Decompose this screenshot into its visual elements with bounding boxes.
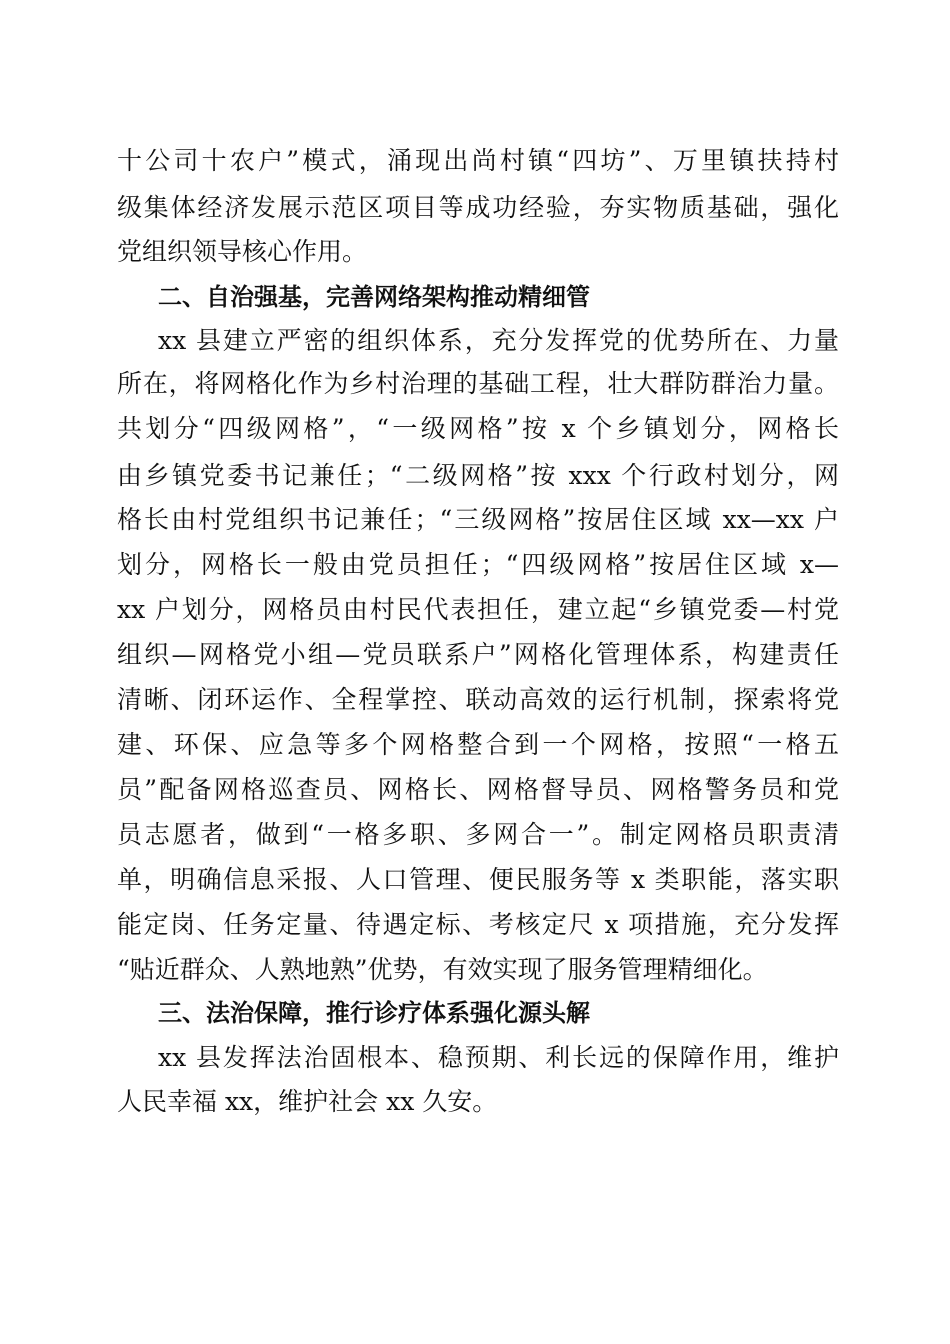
paragraph-2-line-14: 能定岗、任务定量、待遇定标、考核定尺 x 项措施，充分发挥 [117, 910, 839, 939]
section-heading-2: 二、自治强基，完善网络架构推动精细管 [158, 283, 590, 311]
paragraph-2-line-2: 所在，将网格化作为乡村治理的基础工程，壮大群防群治力量。 [117, 369, 839, 398]
paragraph-2-line-10: 建、环保、应急等多个网格整合到一个网格，按照“一格五 [117, 730, 839, 759]
paragraph-2-line-13: 单，明确信息采报、人口管理、便民服务等 x 类职能，落实职 [117, 865, 839, 894]
paragraph-1-line-1: 十公司十农户”模式，涌现出尚村镇“四坊”、万里镇扶持村 [117, 146, 839, 175]
paragraph-2-line-4: 由乡镇党委书记兼任；“二级网格”按 xxx 个行政村划分，网 [117, 461, 839, 490]
paragraph-2-line-7: xx 户划分，网格员由村民代表担任，建立起“乡镇党委—村党 [117, 595, 839, 624]
paragraph-2-line-1: xx 县建立严密的组织体系，充分发挥党的优势所在、力量 [158, 326, 839, 355]
paragraph-2-line-15: “贴近群众、人熟地熟”优势，有效实现了服务管理精细化。 [117, 955, 768, 984]
paragraph-3-line-2: 人民幸福 xx，维护社会 xx 久安。 [117, 1087, 498, 1116]
paragraph-1-line-3: 党组织领导核心作用。 [117, 237, 368, 266]
paragraph-2-line-5: 格长由村党组织书记兼任；“三级网格”按居住区域 xx—xx 户 [117, 505, 839, 534]
paragraph-3-line-1: xx 县发挥法治固根本、稳预期、利长远的保障作用，维护 [158, 1043, 839, 1072]
paragraph-2-line-9: 清晰、闭环运作、全程掌控、联动高效的运行机制，探索将党 [117, 685, 839, 714]
paragraph-2-line-11: 员”配备网格巡查员、网格长、网格督导员、网格警务员和党 [117, 775, 839, 804]
paragraph-2-line-6: 划分，网格长一般由党员担任；“四级网格”按居住区域 x— [117, 550, 839, 579]
section-heading-3: 三、法治保障，推行诊疗体系强化源头解 [158, 999, 590, 1027]
paragraph-2-line-8: 组织—网格党小组—党员联系户”网格化管理体系，构建责任 [117, 640, 839, 669]
paragraph-1-line-2: 级集体经济发展示范区项目等成功经验，夯实物质基础，强化 [117, 193, 839, 222]
paragraph-2-line-12: 员志愿者，做到“一格多职、多网合一”。制定网格员职责清 [117, 820, 839, 849]
paragraph-2-line-3: 共划分“四级网格”，“一级网格”按 x 个乡镇划分，网格长 [117, 414, 839, 443]
